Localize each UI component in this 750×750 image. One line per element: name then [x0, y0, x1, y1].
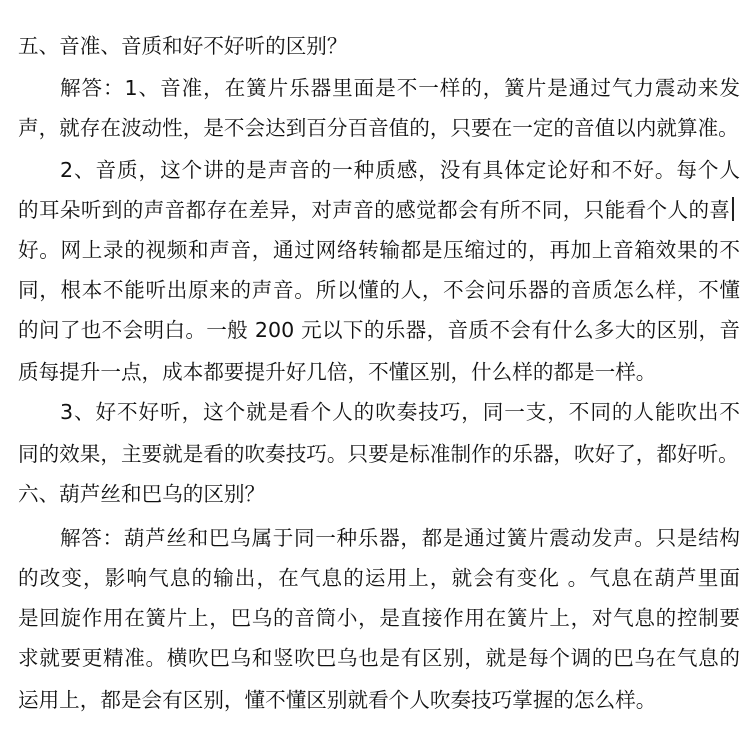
- section-heading-five: 五、音准、音质和好不好听的区别？: [18, 34, 348, 58]
- answer-line: 解答：葫芦丝和巴乌属于同一种乐器，都是通过簧片震动发声。只是结构: [60, 526, 740, 550]
- text-cursor: [732, 197, 734, 221]
- answer-line: 的问了也不会明白。一般 200 元以下的乐器，音质不会有什么多大的区别，音: [18, 318, 740, 342]
- answer-line: 的改变，影响气息的输出，在气息的运用上，就会有变化 。气息在葫芦里面: [18, 566, 740, 590]
- answer-line: 声，就存在波动性，是不会达到百分百音值的，只要在一定的音值以内就算准。: [18, 116, 739, 140]
- answer-line: 同，根本不能听出原来的声音。所以懂的人，不会问乐器的音质怎么样，不懂: [18, 278, 740, 302]
- answer-line: 运用上，都是会有区别，懂不懂区别就看个人吹奏技巧掌握的怎么样。: [18, 688, 657, 712]
- answer-line: 3、好不好听，这个就是看个人的吹奏技巧，同一支，不同的人能吹出不: [60, 400, 740, 424]
- answer-line: 的耳朵听到的声音都存在差异，对声音的感觉都会有所不同，只能看个人的喜: [18, 198, 730, 222]
- answer-line: 解答：1、音准，在簧片乐器里面是不一样的，簧片是通过气力震动来发: [60, 76, 740, 100]
- answer-line: 是回旋作用在簧片上，巴乌的音筒小，是直接作用在簧片上，对气息的控制要: [18, 606, 740, 630]
- answer-line: 求就要更精准。横吹巴乌和竖吹巴乌也是有区别，就是每个调的巴乌在气息的: [18, 646, 740, 670]
- answer-line: 同的效果，主要就是看的吹奏技巧。只要是标准制作的乐器，吹好了，都好听。: [18, 442, 739, 466]
- answer-line: 2、音质，这个讲的是声音的一种质感，没有具体定论好和不好。每个人: [60, 158, 740, 182]
- section-heading-six: 六、葫芦丝和巴乌的区别？: [18, 482, 266, 506]
- answer-line: 好。网上录的视频和声音，通过网络转输都是压缩过的，再加上音箱效果的不: [18, 238, 740, 262]
- answer-line: 质每提升一点，成本都要提升好几倍，不懂区别，什么样的都是一样。: [18, 360, 657, 384]
